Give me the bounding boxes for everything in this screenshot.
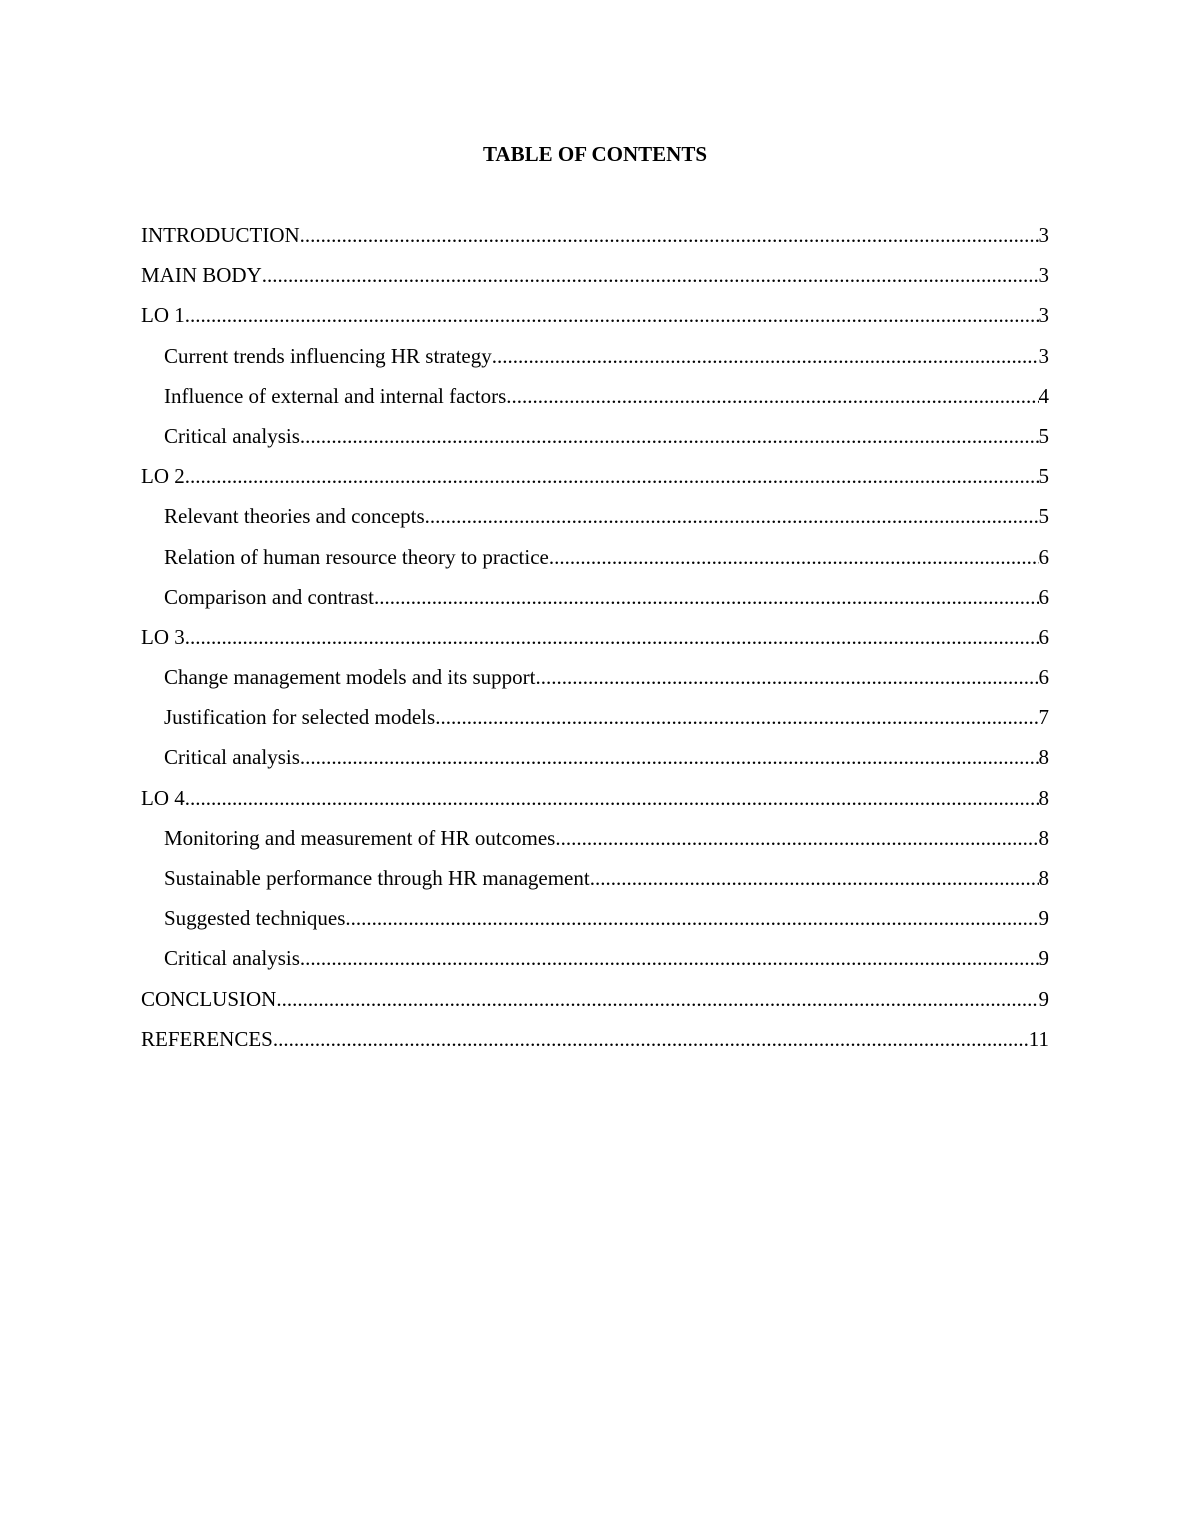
toc-entry-label: CONCLUSION xyxy=(141,986,277,1011)
toc-entry-page-number: 5 xyxy=(1038,464,1049,489)
toc-entry[interactable] xyxy=(141,823,1049,863)
dot-leader xyxy=(300,421,1039,451)
toc-entry-label: Critical analysis xyxy=(164,745,300,770)
toc-entry-page-number: 6 xyxy=(1038,665,1049,690)
toc-entry[interactable] xyxy=(141,742,1049,782)
dot-leader xyxy=(300,220,1039,250)
toc-entry-label: Critical analysis xyxy=(164,946,300,971)
toc-entry-label: Justification for selected models xyxy=(164,705,436,730)
toc-entry-page-number: 6 xyxy=(1038,544,1049,569)
dot-leader xyxy=(492,341,1039,371)
toc-entry-label: LO 4 xyxy=(141,785,185,810)
toc-entry[interactable] xyxy=(141,421,1049,461)
toc-entry-label: Comparison and contrast xyxy=(164,584,374,609)
toc-entry-label: Influence of external and internal factors xyxy=(164,383,507,408)
toc-entry-label: Relation of human resource theory to practice xyxy=(164,544,549,569)
toc-entry-page-number: 8 xyxy=(1038,745,1049,770)
toc-entry-page-number: 5 xyxy=(1038,504,1049,529)
toc-entry-page-number: 3 xyxy=(1038,303,1049,328)
dot-leader xyxy=(345,903,1038,933)
toc-entry-page-number: 5 xyxy=(1038,423,1049,448)
toc-entry-page-number: 8 xyxy=(1038,866,1049,890)
toc-entry-label: Current trends influencing HR strategy xyxy=(164,343,492,368)
toc-entry-page-number: 3 xyxy=(1038,263,1049,288)
toc-entry-label: LO 3 xyxy=(141,624,185,649)
toc-entry[interactable] xyxy=(141,341,1049,381)
toc-entry[interactable] xyxy=(141,501,1049,541)
dot-leader xyxy=(185,622,1039,652)
toc-entry[interactable] xyxy=(141,863,1049,903)
toc-entry[interactable] xyxy=(141,300,1049,340)
toc-entry-label: Critical analysis xyxy=(164,423,300,448)
toc-entry[interactable] xyxy=(141,1024,1049,1064)
toc-entry-label: LO 1 xyxy=(141,303,185,328)
toc-entry[interactable] xyxy=(141,461,1049,501)
dot-leader xyxy=(536,662,1039,692)
dot-leader xyxy=(300,742,1039,772)
dot-leader xyxy=(506,381,1038,411)
toc-entry-page-number: 6 xyxy=(1038,624,1049,649)
toc-entry-page-number: 8 xyxy=(1038,825,1049,850)
dot-leader xyxy=(425,501,1039,531)
toc-entry-label: Relevant theories and concepts xyxy=(164,504,425,529)
toc-entry[interactable] xyxy=(141,783,1049,823)
toc-entry-label: Suggested techniques xyxy=(164,906,346,931)
toc-entry-page-number: 9 xyxy=(1038,946,1049,971)
dot-leader xyxy=(549,542,1039,572)
toc-entry[interactable] xyxy=(141,622,1049,662)
toc-entry[interactable] xyxy=(141,903,1049,943)
toc-title: TABLE OF CONTENTS xyxy=(482,142,708,166)
dot-leader xyxy=(555,823,1038,853)
toc-entry-page-number: 7 xyxy=(1038,705,1049,730)
dot-leader xyxy=(435,702,1038,732)
toc-entry-label: MAIN BODY xyxy=(141,263,262,288)
dot-leader xyxy=(276,984,1038,1014)
toc-entry[interactable] xyxy=(141,381,1049,421)
toc-entry[interactable] xyxy=(141,702,1049,742)
toc-entry[interactable] xyxy=(141,984,1049,1024)
dot-leader xyxy=(300,943,1039,973)
dot-leader xyxy=(262,260,1039,290)
toc-list xyxy=(141,220,1049,1064)
dot-leader xyxy=(185,783,1039,813)
toc-entry[interactable] xyxy=(141,542,1049,582)
toc-entry-label: Change management models and its support xyxy=(164,665,536,690)
toc-entry-page-number: 6 xyxy=(1038,584,1049,609)
toc-entry[interactable] xyxy=(141,662,1049,702)
toc-entry-page-number: 3 xyxy=(1038,343,1049,368)
dot-leader xyxy=(590,863,1039,893)
toc-entry-page-number: 3 xyxy=(1038,223,1049,247)
toc-entry-page-number: 9 xyxy=(1038,906,1049,931)
toc-entry[interactable] xyxy=(141,220,1049,260)
dot-leader xyxy=(185,300,1039,330)
toc-entry-label: INTRODUCTION xyxy=(141,223,300,247)
toc-entry-page-number: 9 xyxy=(1038,986,1049,1011)
toc-entry-label: Monitoring and measurement of HR outcomes xyxy=(164,825,556,850)
dot-leader xyxy=(185,461,1039,491)
toc-entry-page-number: 8 xyxy=(1038,785,1049,810)
toc-entry-page-number: 4 xyxy=(1038,383,1049,408)
toc-entry-label: Sustainable performance through HR management xyxy=(164,866,590,890)
toc-entry[interactable] xyxy=(141,582,1049,622)
toc-entry[interactable] xyxy=(141,260,1049,300)
dot-leader xyxy=(273,1024,1029,1054)
dot-leader xyxy=(374,582,1039,612)
toc-entry-label: REFERENCES xyxy=(141,1026,273,1051)
toc-entry-page-number: 11 xyxy=(1028,1026,1049,1051)
toc-entry-label: LO 2 xyxy=(141,464,185,489)
toc-entry[interactable] xyxy=(141,943,1049,983)
